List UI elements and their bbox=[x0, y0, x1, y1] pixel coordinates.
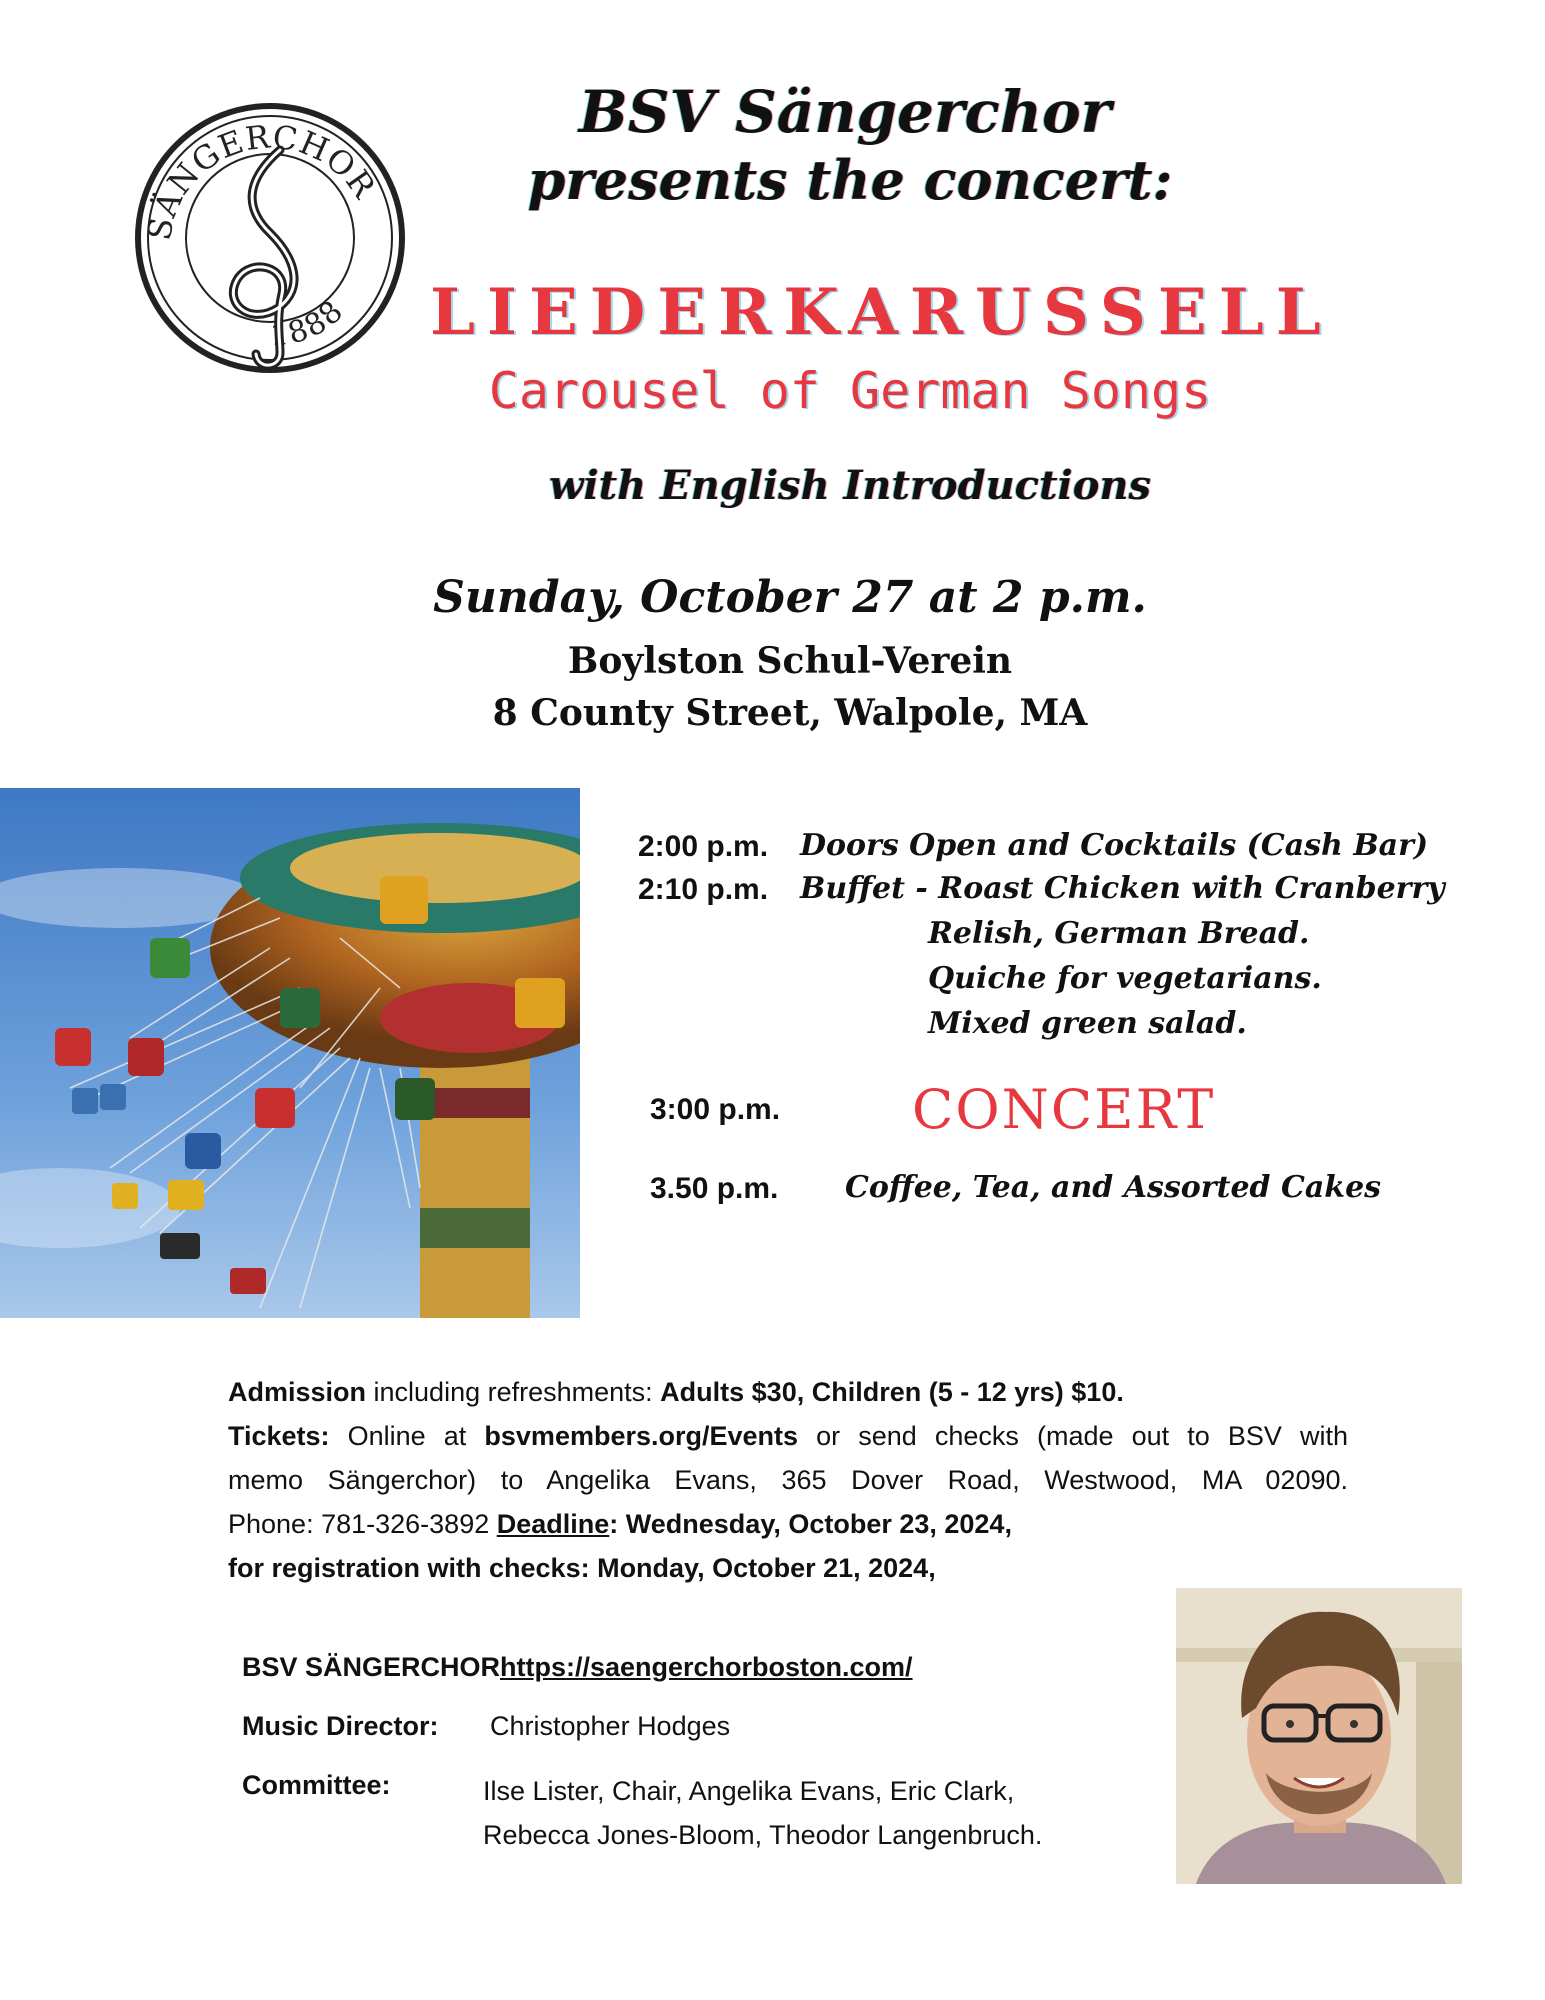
logo-text-top: SÄNGERCHOR bbox=[140, 117, 384, 244]
tickets-label: Tickets: bbox=[228, 1421, 330, 1451]
check-registration-deadline: for registration with checks: Monday, October 21, 2024, bbox=[228, 1553, 936, 1583]
chorus-name-title: BSV Sängerchor bbox=[578, 78, 1112, 146]
schedule-buffet-line4: Mixed green salad. bbox=[928, 1006, 1247, 1041]
schedule-time-coffee: 3.50 p.m. bbox=[650, 1172, 779, 1205]
footer-website-link[interactable]: https://saengerchorboston.com/ bbox=[500, 1652, 913, 1682]
admission-label: Admission bbox=[228, 1377, 367, 1407]
concert-subtitle: Carousel of German Songs bbox=[488, 362, 1212, 420]
logo-year: 1888 bbox=[268, 292, 352, 354]
check-registration-line bbox=[228, 1546, 1348, 1590]
music-director-portrait bbox=[1176, 1588, 1462, 1884]
deadline-label: Deadline bbox=[496, 1509, 610, 1539]
concert-name: LIEDERKARUSSELL bbox=[430, 275, 1333, 350]
music-director-name: Christopher Hodges bbox=[490, 1711, 731, 1741]
committee-members-line1: Ilse Lister, Chair, Angelika Evans, Eric Clark, bbox=[483, 1776, 1015, 1806]
music-director-label: Music Director: bbox=[242, 1711, 439, 1741]
saengerchor-boston-logo bbox=[130, 98, 410, 378]
admission-text: including refreshments: bbox=[366, 1377, 661, 1407]
footer-org-name: BSV SÄNGERCHOR bbox=[242, 1652, 501, 1682]
admission-prices: Adults $30, Children (5 - 12 yrs) $10. bbox=[660, 1377, 1124, 1407]
schedule-time-concert: 3:00 p.m. bbox=[650, 1093, 781, 1126]
schedule-time-buffet: 2:10 p.m. bbox=[638, 873, 769, 906]
presents-title: presents the concert: bbox=[527, 148, 1173, 212]
event-venue: Boylston Schul-Verein bbox=[567, 640, 1013, 682]
schedule-doors-open: Doors Open and Cocktails (Cash Bar) bbox=[800, 828, 1429, 863]
tickets-pre: Online at bbox=[329, 1421, 485, 1451]
swing-carousel-photo bbox=[0, 788, 580, 1318]
committee-label: Committee: bbox=[242, 1770, 391, 1800]
schedule-buffet-line1: Buffet - Roast Chicken with Cranberry bbox=[800, 871, 1445, 906]
admission-info bbox=[228, 1370, 1348, 1590]
phone-deadline-line bbox=[228, 1502, 1348, 1546]
schedule-time-doors: 2:00 p.m. bbox=[638, 830, 769, 863]
tickets-post: or send checks (made out to BSV with bbox=[798, 1421, 1348, 1451]
event-date: Sunday, October 27 at 2 p.m. bbox=[433, 572, 1147, 623]
phone-number: Phone: 781-326-3892 bbox=[228, 1509, 497, 1539]
deadline-date: : Wednesday, October 23, 2024, bbox=[609, 1509, 1012, 1539]
committee-members-line2: Rebecca Jones-Bloom, Theodor Langenbruch. bbox=[483, 1820, 1043, 1850]
schedule-concert: CONCERT bbox=[912, 1078, 1216, 1141]
tickets-address-line: memo Sängerchor) to Angelika Evans, 365 Dover Road, Westwood, MA 02090. bbox=[228, 1465, 1348, 1495]
tickets-website[interactable]: bsvmembers.org/Events bbox=[484, 1421, 799, 1451]
admission-line bbox=[228, 1370, 1348, 1414]
schedule-coffee-cakes: Coffee, Tea, and Assorted Cakes bbox=[845, 1170, 1382, 1205]
schedule-buffet-line3: Quiche for vegetarians. bbox=[928, 961, 1322, 996]
english-introductions-note: with English Introductions bbox=[549, 462, 1151, 509]
schedule-buffet-line2: Relish, German Bread. bbox=[928, 916, 1310, 951]
event-address: 8 County Street, Walpole, MA bbox=[492, 692, 1088, 734]
tickets-line bbox=[228, 1414, 1348, 1458]
